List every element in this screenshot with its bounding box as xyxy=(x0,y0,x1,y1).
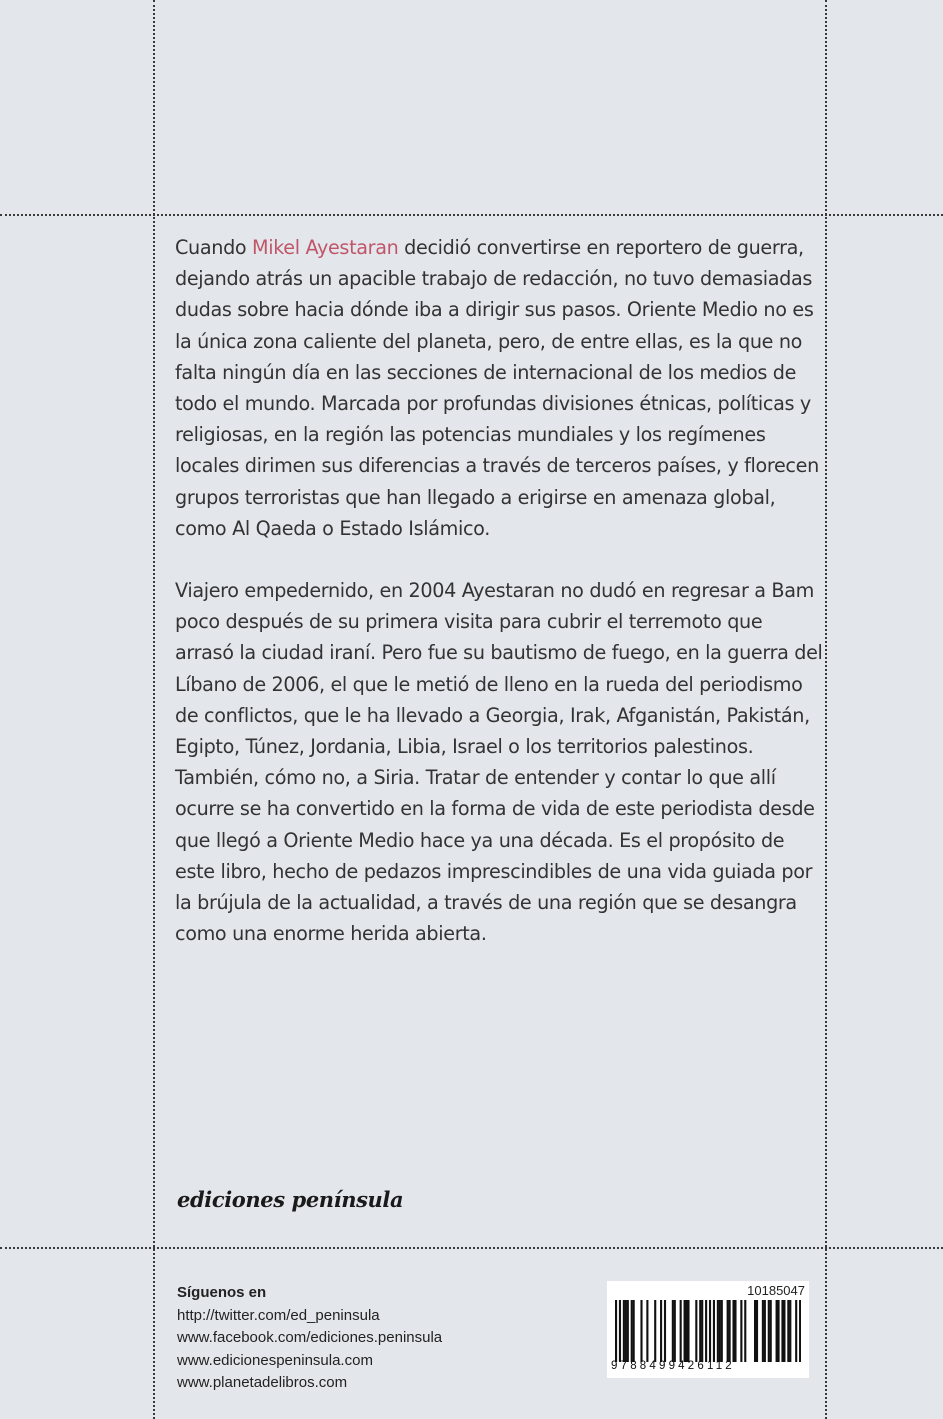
barcode-bar xyxy=(623,1300,625,1362)
barcode-bar xyxy=(764,1300,766,1362)
follow-us-heading: Síguenos en xyxy=(177,1284,267,1301)
publisher-logo: ediciones península xyxy=(177,1187,404,1212)
barcode-bar xyxy=(776,1300,778,1362)
barcode-bar xyxy=(768,1300,770,1362)
barcode-bar xyxy=(631,1300,633,1362)
barcode-bar xyxy=(727,1300,729,1362)
fold-line-right xyxy=(825,0,827,1419)
barcode-bar xyxy=(721,1300,723,1362)
twitter-link[interactable]: http://twitter.com/ed_peninsula xyxy=(177,1306,380,1324)
barcode-bar xyxy=(756,1300,758,1362)
barcode-bar xyxy=(740,1300,742,1362)
barcode-bar xyxy=(717,1300,719,1362)
barcode-bar xyxy=(646,1300,648,1362)
barcode-bar xyxy=(734,1300,736,1362)
barcode-bar xyxy=(770,1300,772,1362)
barcode-bar xyxy=(654,1300,656,1362)
barcode-bar xyxy=(729,1300,731,1362)
synopsis-paragraph-1 xyxy=(175,232,825,544)
barcode-bar xyxy=(799,1300,801,1362)
social-links xyxy=(177,1282,442,1395)
fold-line-left xyxy=(153,0,155,1419)
fold-line-bottom xyxy=(0,1247,943,1249)
barcode-bar xyxy=(684,1300,686,1362)
barcode-panel xyxy=(607,1281,809,1378)
barcode-bar xyxy=(762,1300,764,1362)
barcode-bar xyxy=(789,1300,791,1362)
ean-number: 9788499426112 xyxy=(611,1360,735,1372)
synopsis-paragraph-2: Viajero empedernido, en 2004 Ayestaran no dudó en regresar a Bam poco después de su primera visita para cubrir el terremoto que arrasó la ciudad iraní. Pero fue su bautismo de fuego, en la guerra del Líbano de 2006, el que le metió de lleno en la rueda del periodismo de conflictos, que le ha llevado a Georgia, Irak, Afganistán, Pakistán, Egipto, Túnez, Jordania, Libia, Israel o los territorios palestinos. También, cómo no, a Siria. Tratar de entender y contar lo que allí ocurre se ha convertido en la forma de vida de este periodista desde que llegó a Oriente Medio hace ya una década. Es el propósito de este libro, hecho de pedazos imprescindibles de una vida guiada por la brújula de la actualidad, a través de una región que se desangra como una enorme herida abierta. xyxy=(175,579,823,946)
barcode-bar xyxy=(687,1300,689,1362)
fold-line-top xyxy=(0,214,943,216)
barcode-bar xyxy=(709,1300,711,1362)
barcode-bar xyxy=(674,1300,676,1362)
synopsis-p1-rest: decidió convertirse en reportero de guerra, dejando atrás un apacible trabajo de redacción, no tuvo demasiadas dudas sobre hacia dónde iba a dirigir sus pasos. Oriente Medio no es la única zona caliente del planeta, pero, de entre ellas, es la que no falta ningún día en las secciones de internacional de los medios de todo el mundo. Marcada por profundas divisiones étnicas, políticas y religiosas, en la región las potencias mundiales y los regímenes locales dirimen sus diferencias a través de terceros países, y florecen grupos terroristas que han llegado a erigirse en amenaza global, como Al Qaeda o Estado Islámico. xyxy=(175,236,819,540)
barcode-bar xyxy=(672,1300,674,1362)
barcode-bar xyxy=(781,1300,783,1362)
synopsis-p1-lead: Cuando xyxy=(175,236,253,259)
barcode-bar xyxy=(744,1300,746,1362)
publisher-website-link[interactable]: www.edicionespeninsula.com xyxy=(177,1351,373,1369)
barcode-bar xyxy=(787,1300,789,1362)
barcode-bar xyxy=(754,1300,756,1362)
barcode-bar xyxy=(627,1300,629,1362)
facebook-link[interactable]: www.facebook.com/ediciones.peninsula xyxy=(177,1329,443,1346)
barcode-bar xyxy=(783,1300,785,1362)
barcode-bar xyxy=(705,1300,707,1362)
barcode-bar xyxy=(680,1300,682,1362)
author-name: Mikel Ayestaran xyxy=(252,236,399,259)
barcode-bar xyxy=(732,1300,734,1362)
barcode-bar xyxy=(778,1300,780,1362)
barcode-bar xyxy=(795,1300,797,1362)
barcode-bar xyxy=(619,1300,621,1362)
barcode-bar xyxy=(640,1300,642,1362)
barcode-bar xyxy=(701,1300,703,1362)
barcode-bar xyxy=(713,1300,715,1362)
barcode-bar xyxy=(685,1300,687,1362)
barcode-bar xyxy=(633,1300,635,1362)
planetadelibros-link[interactable]: www.planetadelibros.com xyxy=(177,1374,348,1391)
barcode-bar xyxy=(664,1300,666,1362)
barcode-bar xyxy=(660,1300,662,1362)
barcode-bar xyxy=(719,1300,721,1362)
barcode-bar xyxy=(695,1300,697,1362)
synopsis xyxy=(175,232,825,949)
barcode-icon xyxy=(615,1300,801,1362)
barcode-bar xyxy=(615,1300,617,1362)
barcode-bar xyxy=(625,1300,627,1362)
barcode-bar xyxy=(699,1300,701,1362)
barcode-reference-number: 10185047 xyxy=(747,1283,805,1298)
